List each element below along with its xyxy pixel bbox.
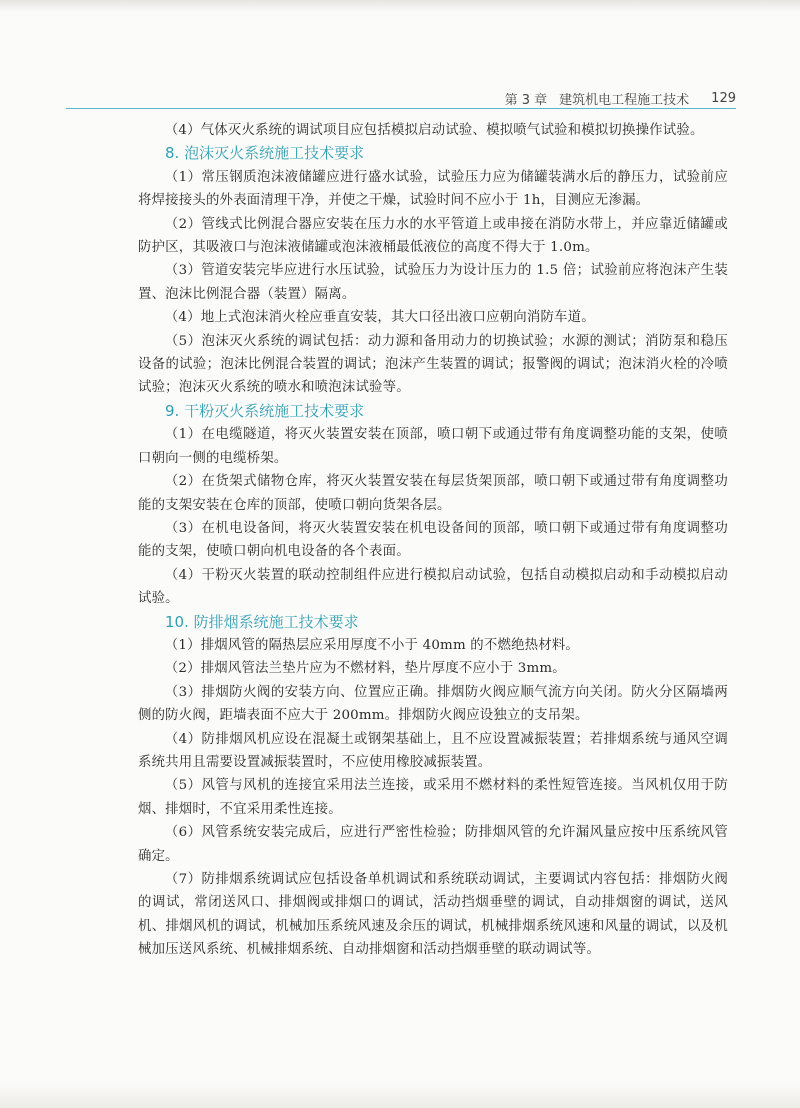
paragraph: （6）风管系统安装完成后，应进行严密性检验；防排烟风管的允许漏风量应按中压系统风管确定。 — [138, 825, 728, 864]
paragraph: （3）在机电设备间，将灭火装置安装在机电设备间的顶部，喷口朝下或通过带有角度调整功能的支架，使喷口朝向机电设备的各个表面。 — [138, 520, 728, 560]
page-body — [138, 119, 728, 962]
paragraph: （5）风管与风机的连接宜采用法兰连接，或采用不燃材料的柔性短管连接。当风机仅用于防烟、排烟时，不宜采用柔性连接。 — [138, 778, 728, 817]
paragraph: （1）常压钢质泡沫液储罐应进行盛水试验，试验压力应为储罐装满水后的静压力，试验前应将焊接接头的外表面清理干净，并使之干燥，试验时间不应小于 1h，目测应无渗漏。 — [138, 169, 728, 209]
header-rule — [66, 108, 736, 109]
running-header — [66, 86, 736, 110]
section-heading: 8. 泡沫灭火系统施工技术要求 — [165, 144, 365, 163]
paragraph: （4）防排烟风机应设在混凝土或钢架基础上，且不应设置减振装置；若排烟系统与通风空调系统共用且需要设置减振装置时，不应使用橡胶减振装置。 — [138, 731, 728, 770]
chapter-label: 第 3 章 — [504, 92, 548, 108]
section-heading: 10. 防排烟系统施工技术要求 — [165, 612, 359, 631]
page-number: 129 — [711, 90, 736, 106]
paragraph: （7）防排烟系统调试应包括设备单机调试和系统联动调试，主要调试内容包括：排烟防火阀的调试，常闭送风口、排烟阀或排烟口的调试，活动挡烟垂壁的调试，自动排烟窗的调试，送风机、排烟风机的调试，机械加压系统风速及余压的调试，机械排烟系统风速和风量的调试，以及机械加压送风系统、机械排烟系统、自动排烟窗和活动挡烟垂壁的联动调试等。 — [138, 872, 728, 958]
section-heading: 9. 干粉灭火系统施工技术要求 — [165, 401, 365, 420]
scan-bottom-shadow — [0, 1082, 800, 1108]
scan-top-shadow — [0, 0, 800, 12]
paragraph: （4）干粉灭火装置的联动控制组件应进行模拟启动试验，包括自动模拟启动和手动模拟启动试验。 — [138, 567, 728, 607]
paragraph: （2）在货架式储物仓库，将灭火装置安装在每层货架顶部，喷口朝下或通过带有角度调整功能的支架安装在仓库的顶部，使喷口朝向货架各层。 — [138, 474, 728, 513]
paragraph: （5）泡沫灭火系统的调试包括：动力源和备用动力的切换试验；水源的测试；消防泵和稳压设备的试验；泡沫比例混合装置的调试；泡沫产生装置的调试；报警阀的调试；泡沫消火栓的冷喷试验；泡沫灭火系统的喷水和喷泡沫试验等。 — [138, 333, 728, 396]
paragraph: （2）管线式比例混合器应安装在压力水的水平管道上或串接在消防水带上，并应靠近储罐或防护区，其吸液口与泡沫液储罐或泡沫液桶最低液位的高度不得大于 1.0m。 — [138, 216, 728, 256]
chapter-title: 建筑机电工程施工技术 — [559, 92, 690, 108]
paragraph: （4）气体灭火系统的调试项目应包括模拟启动试验、模拟喷气试验和模拟切换操作试验。 — [164, 123, 704, 138]
paragraph: （1）在电缆隧道，将灭火装置安装在顶部，喷口朝下或通过带有角度调整功能的支架，使喷口朝向一侧的电缆桥架。 — [138, 427, 728, 466]
paragraph: （3）排烟防火阀的安装方向、位置应正确。排烟防火阀应顺气流方向关闭。防火分区隔墙两侧的防火阀，距墙表面不应大于 200mm。排烟防火阀应设独立的支吊架。 — [138, 684, 728, 724]
paragraph: （4）地上式泡沫消火栓应垂直安装，其大口径出液口应朝向消防车道。 — [164, 310, 595, 326]
paragraph: （1）排烟风管的隔热层应采用厚度不小于 40mm 的不燃绝热材料。 — [164, 637, 580, 653]
paragraph: （3）管道安装完毕应进行水压试验，试验压力为设计压力的 1.5 倍；试验前应将泡沫产生装置、泡沫比例混合器（装置）隔离。 — [138, 263, 728, 302]
paragraph: （2）排烟风管法兰垫片应为不燃材料，垫片厚度不应小于 3mm。 — [164, 661, 566, 677]
